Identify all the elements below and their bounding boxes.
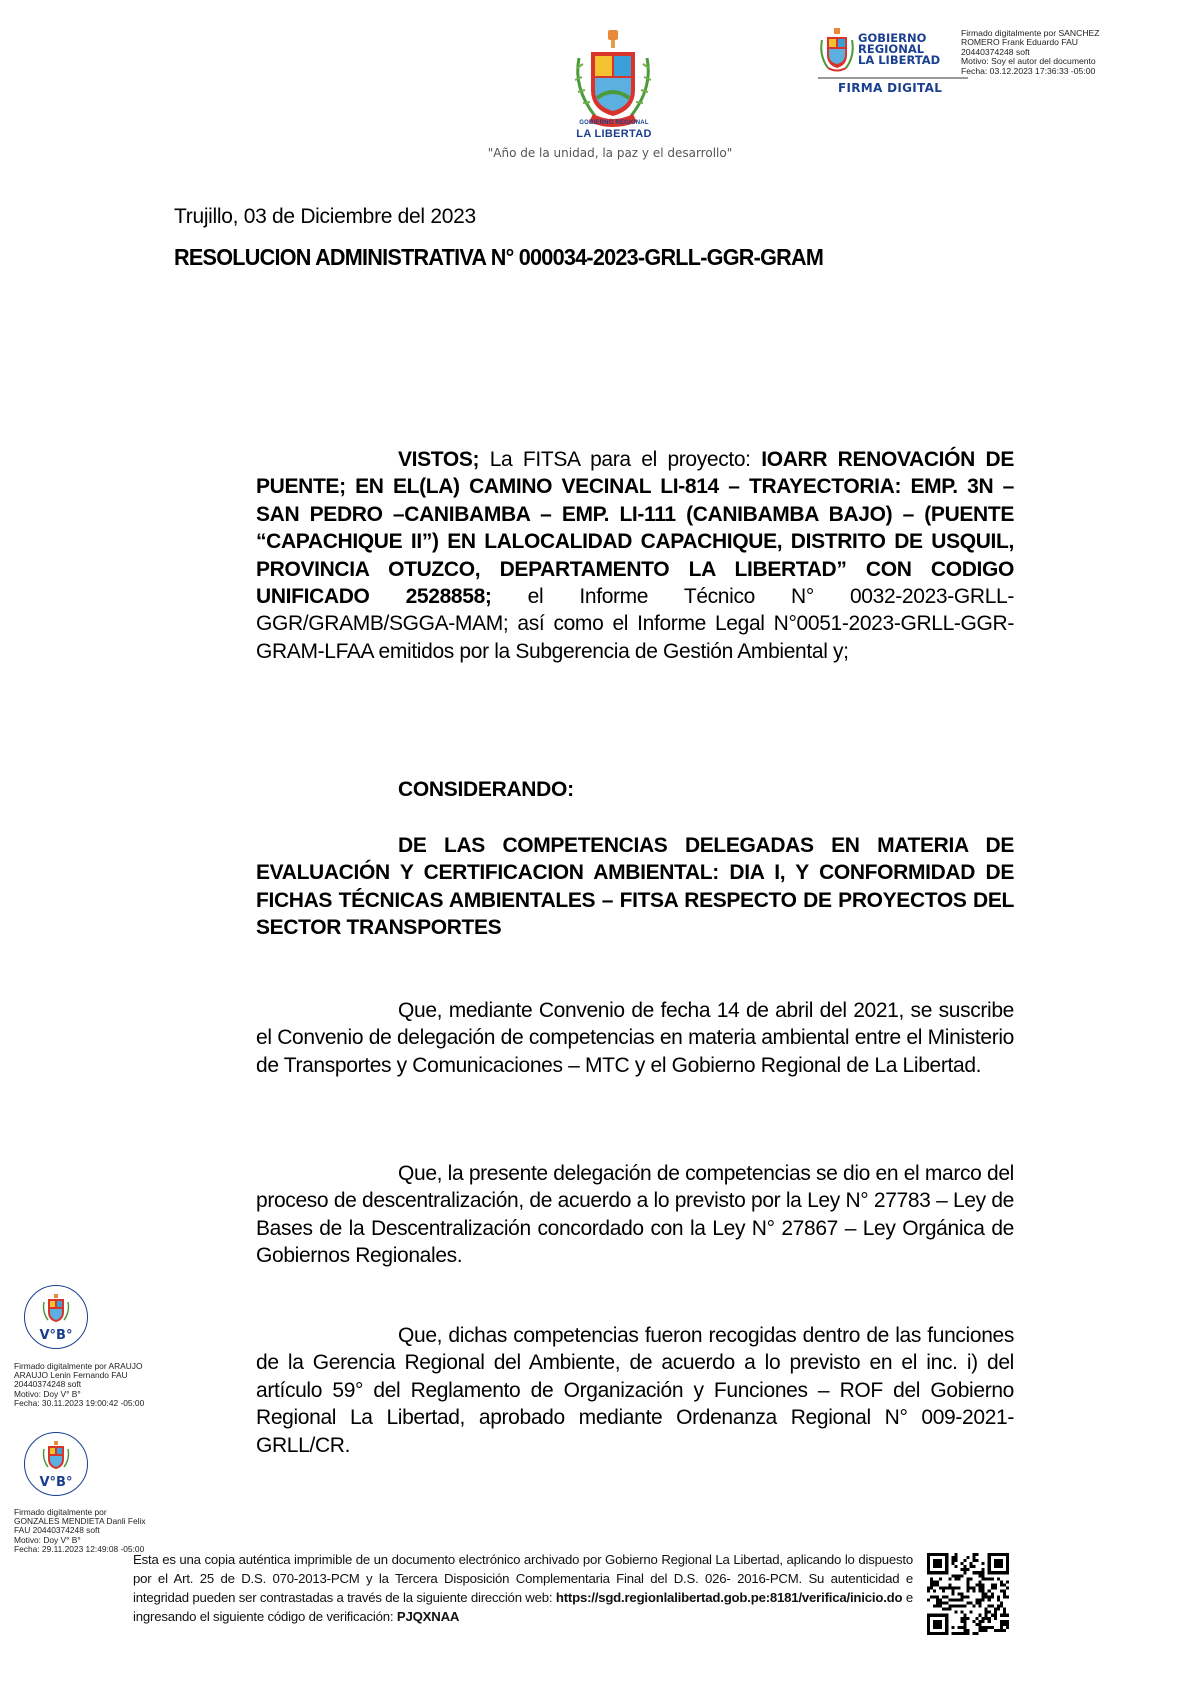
signature-date: Fecha: 03.12.2023 17:36:33 -05:00 [961, 65, 1096, 76]
resolution-title: RESOLUCION ADMINISTRATIVA N° 000034-2023-GRLL-GGR-GRAM [174, 244, 824, 270]
signer-line-3: 20440374248 soft [961, 46, 1030, 57]
emblem-caption-small: GOBIERNO REGIONAL [579, 120, 649, 126]
org-line-3: LA LIBERTAD [858, 53, 941, 67]
place-and-date: Trujillo, 03 de Diciembre del 2023 [174, 205, 476, 228]
delegacion-paragraph [256, 1160, 1014, 1270]
signer-line-1: Firmado digitalmente por SANCHEZ [961, 28, 1100, 38]
firma-digital-badge: FIRMA DIGITAL [838, 81, 943, 95]
signature-reason: Motivo: Soy el autor del documento [961, 56, 1096, 67]
vobo-signature-2-details: Firmado digitalmente por GONZALES MENDIETA Danli Felix FAU 20440374248 soft Motivo: Doy V° B° Fecha: 29.11.2023 12:49:08 -05:00 [14, 1507, 146, 1554]
authenticity-footer [133, 1550, 913, 1626]
vobo-seal-1 [24, 1285, 88, 1349]
verification-url-link[interactable]: https://sgd.regionlalibertad.gob.pe:8181/verifica/inicio.do [555, 1590, 903, 1605]
footer-intro: Esta es una copia auténtica imprimible de un documento electrónico archivado por Gobierno Regional La Libertad, aplicando lo dispuesto por el Art. 25 de D.S. 070-2013-PCM y la Tercera Disposición Complementaria Final del D.S. 026- 2016-PCM. Su autenticidad e integridad pueden ser contrastadas a través de la siguiente dirección web: [133, 1552, 913, 1605]
vistos-paragraph [256, 446, 1014, 665]
firma-digital-divider [818, 77, 968, 79]
competencias-heading-text: DE LAS COMPETENCIAS DELEGADAS EN MATERIA DE EVALUACIÓN Y CERTIFICACION AMBIENTAL: DIA I, Y CONFORMIDAD DE FICHAS TÉCNICAS AMBIENTALES – FITSA RESPECTO DE PROYECTOS DEL SECTOR TRANSPORTES [256, 834, 1014, 940]
firma-digital-org-name [858, 33, 940, 66]
vobo-label: V°B° [39, 1475, 73, 1490]
vobo-shield-icon [42, 1294, 70, 1326]
vobo-label: V°B° [39, 1328, 73, 1343]
convenio-text: Que, mediante Convenio de fecha 14 de abril del 2021, se suscribe el Convenio de delegación de competencias en materia ambiental entre el Ministerio de Transportes y Comunicaciones – MTC y el Gobierno Regional de La Libertad. [256, 999, 1014, 1077]
org-line-2: REGIONAL [858, 42, 925, 56]
vistos-intro: La FITSA para el proyecto: [479, 448, 762, 471]
footer-code-intro: e ingresando el siguiente código de verificación: [133, 1590, 913, 1624]
vistos-reports: el Informe Técnico N° 0032-2023-GRLL-GGR/GRAMB/SGGA-MAM; así como el Informe Legal N°0051-2023-GRLL-GGR-GRAM-LFAA emitidos por la Subgerencia de Gestión Ambiental y; [256, 585, 1014, 663]
recogidas-paragraph [256, 1322, 1014, 1459]
firma-digital-shield-icon [818, 28, 856, 74]
qr-code-icon [924, 1550, 1012, 1638]
delegacion-text: Que, la presente delegación de competencias se dio en el marco del proceso de descentralización, de acuerdo a lo previsto por la Ley N° 27783 – Ley de Bases de la Descentralización concordado con la Ley N° 27867 – Ley Orgánica de Gobiernos Regionales. [256, 1162, 1014, 1268]
competencias-heading [256, 832, 1014, 942]
vobo-seal-2 [24, 1432, 88, 1496]
convenio-paragraph [256, 997, 1014, 1079]
crest-top [608, 30, 618, 40]
emblem-caption-big: LA LIBERTAD [576, 128, 652, 140]
project-name: IOARR RENOVACIÓN DE PUENTE; EN EL(LA) CAMINO VECINAL LI-814 – TRAYECTORIA: EMP. 3N – SAN PEDRO –CANIBAMBA – EMP. LI-111 (CANIBAMBA BAJO) – (PUENTE “CAPACHIQUE II”) EN LALOCALIDAD CAPACHIQUE, DISTRITO DE USQUIL, PROVINCIA OTUZCO, DEPARTAMENTO LA LIBERTAD” CON CODIGO UNIFICADO 2528858; [256, 448, 1014, 609]
considerando-heading: CONSIDERANDO: [398, 778, 574, 801]
verification-code: PJQXNAA [396, 1609, 460, 1624]
vobo-signature-1-details: Firmado digitalmente por ARAUJO ARAUJO Lenin Fernando FAU 20440374248 soft Motivo: Doy V° B° Fecha: 30.11.2023 19:00:42 -05:00 [14, 1361, 145, 1408]
vobo-shield-icon [42, 1441, 70, 1473]
vistos-label: VISTOS; [398, 448, 480, 471]
recogidas-text: Que, dichas competencias fueron recogidas dentro de las funciones de la Gerencia Regional del Ambiente, de acuerdo a lo previsto en el inc. i) del artículo 59° del Reglamento de Organización y Funciones – ROF del Gobierno Regional La Libertad, aprobado mediante Ordenanza Regional N° 009-2021-GRLL/CR. [256, 1324, 1014, 1457]
signer-line-2: ROMERO Frank Eduardo FAU [961, 37, 1079, 48]
org-line-1: GOBIERNO [858, 31, 927, 45]
digital-signature-details [961, 29, 1100, 76]
year-motto: "Año de la unidad, la paz y el desarrollo" [487, 146, 733, 160]
